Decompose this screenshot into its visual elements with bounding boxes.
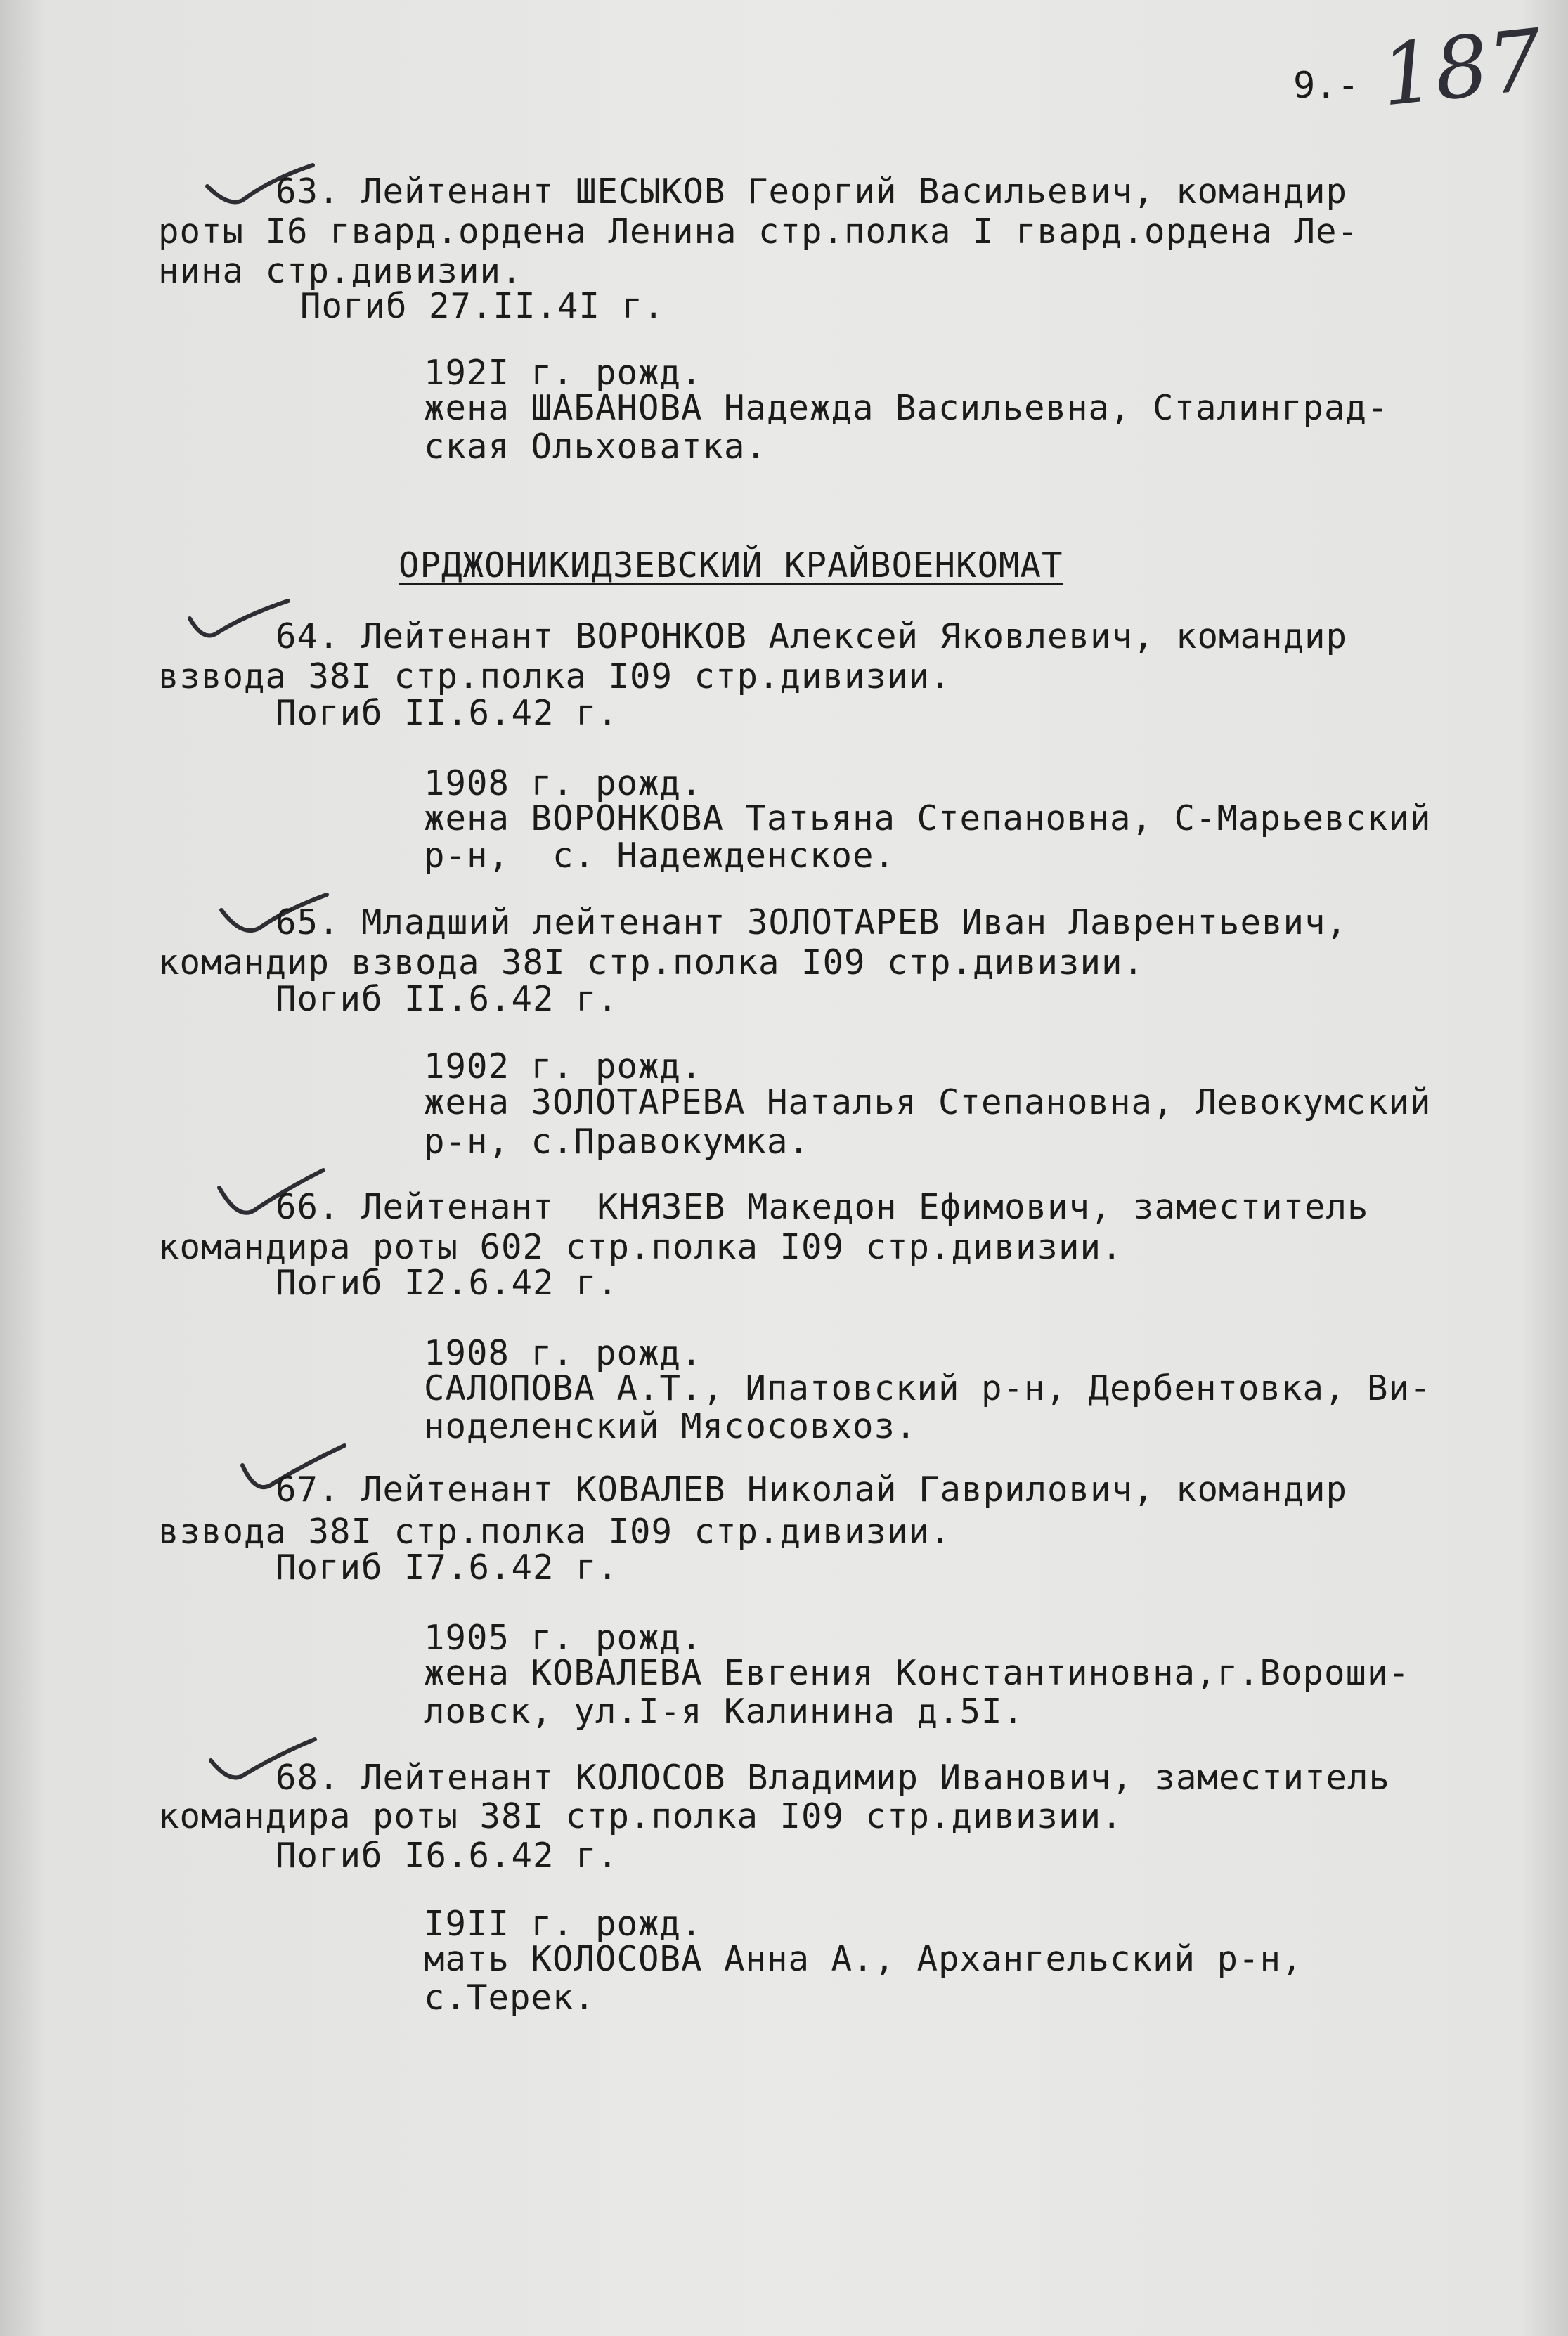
entry-65-line-1: 65. Младший лейтенант ЗОЛОТАРЕВ Иван Лаврентьевич, (276, 902, 1348, 942)
entry-68-line-2: командира роты 38I стр.полка I09 стр.дивизии. (158, 1796, 1123, 1836)
entry-65-birth: 1902 г. рожд. (424, 1046, 703, 1086)
entry-67-death: Погиб I7.6.42 г. (276, 1547, 619, 1588)
entry-63-line-1: 63. Лейтенант ШЕСЫКОВ Георгий Васильевич, командир (276, 171, 1348, 212)
entry-64-line-1: 64. Лейтенант ВОРОНКОВ Алексей Яковлевич, командир (276, 616, 1348, 656)
entry-66-birth: 1908 г. рожд. (424, 1333, 703, 1373)
entry-65-death: Погиб II.6.42 г. (276, 979, 619, 1019)
entry-64-relative: жена ВОРОНКОВА Татьяна Степановна, С-Марьевский (424, 798, 1432, 838)
entry-67-birth: 1905 г. рожд. (424, 1618, 703, 1658)
entry-64-line-2: взвода 38I стр.полка I09 стр.дивизии. (158, 656, 952, 696)
entry-65-address: р-н, с.Правокумка. (424, 1122, 810, 1162)
entry-66-relative: САЛОПОВА А.Т., Ипатовский р-н, Дербентовка, Ви- (424, 1368, 1432, 1408)
entry-68-death: Погиб I6.6.42 г. (276, 1836, 619, 1876)
entry-63-birth: 192I г. рожд. (424, 353, 703, 393)
entry-63-death: Погиб 27.II.4I г. (300, 286, 665, 326)
entry-65-relative: жена ЗОЛОТАРЕВА Наталья Степановна, Левокумский (424, 1082, 1432, 1122)
entry-67-line-2: взвода 38I стр.полка I09 стр.дивизии. (158, 1512, 952, 1552)
entry-64-birth: 1908 г. рожд. (424, 763, 703, 803)
entry-67-line-1: 67. Лейтенант КОВАЛЕВ Николай Гаврилович, командир (276, 1469, 1348, 1510)
entry-67-address: ловск, ул.I-я Калинина д.5I. (424, 1692, 1025, 1732)
page-number-handwritten: 187 (1376, 11, 1547, 126)
entry-66-address: ноделенский Мясосовхоз. (424, 1406, 917, 1446)
entry-66-line-1: 66. Лейтенант КНЯЗЕВ Македон Ефимович, заместитель (276, 1187, 1369, 1227)
entry-68-birth: I9II г. рожд. (424, 1904, 703, 1944)
entry-67-relative: жена КОВАЛЕВА Евгения Константиновна,г.Вороши- (424, 1653, 1411, 1693)
section-heading: ОРДЖОНИКИДЗЕВСКИЙ КРАЙВОЕНКОМАТ (399, 545, 1063, 585)
entry-63-line-3: нина стр.дивизии. (158, 251, 523, 291)
entry-64-death: Погиб II.6.42 г. (276, 693, 619, 733)
entry-66-line-2: командира роты 602 стр.полка I09 стр.дивизии. (158, 1227, 1123, 1267)
entry-68-address: с.Терек. (424, 1978, 596, 2018)
entry-64-address: р-н, с. Надежденское. (424, 836, 896, 876)
entry-63-address: ская Ольховатка. (424, 427, 767, 467)
entry-63-line-2: роты I6 гвард.ордена Ленина стр.полка I гвард.ордена Ле- (158, 212, 1359, 252)
page-number-typed: 9.- (1293, 65, 1359, 107)
entry-63-relative: жена ШАБАНОВА Надежда Васильевна, Сталинград- (424, 388, 1389, 428)
entry-65-line-2: командир взвода 38I стр.полка I09 стр.дивизии. (158, 942, 1145, 982)
entry-66-death: Погиб I2.6.42 г. (276, 1263, 619, 1303)
entry-68-line-1: 68. Лейтенант КОЛОСОВ Владимир Иванович, заместитель (276, 1758, 1391, 1798)
entry-68-relative: мать КОЛОСОВА Анна А., Архангельский р-н, (424, 1939, 1303, 1979)
